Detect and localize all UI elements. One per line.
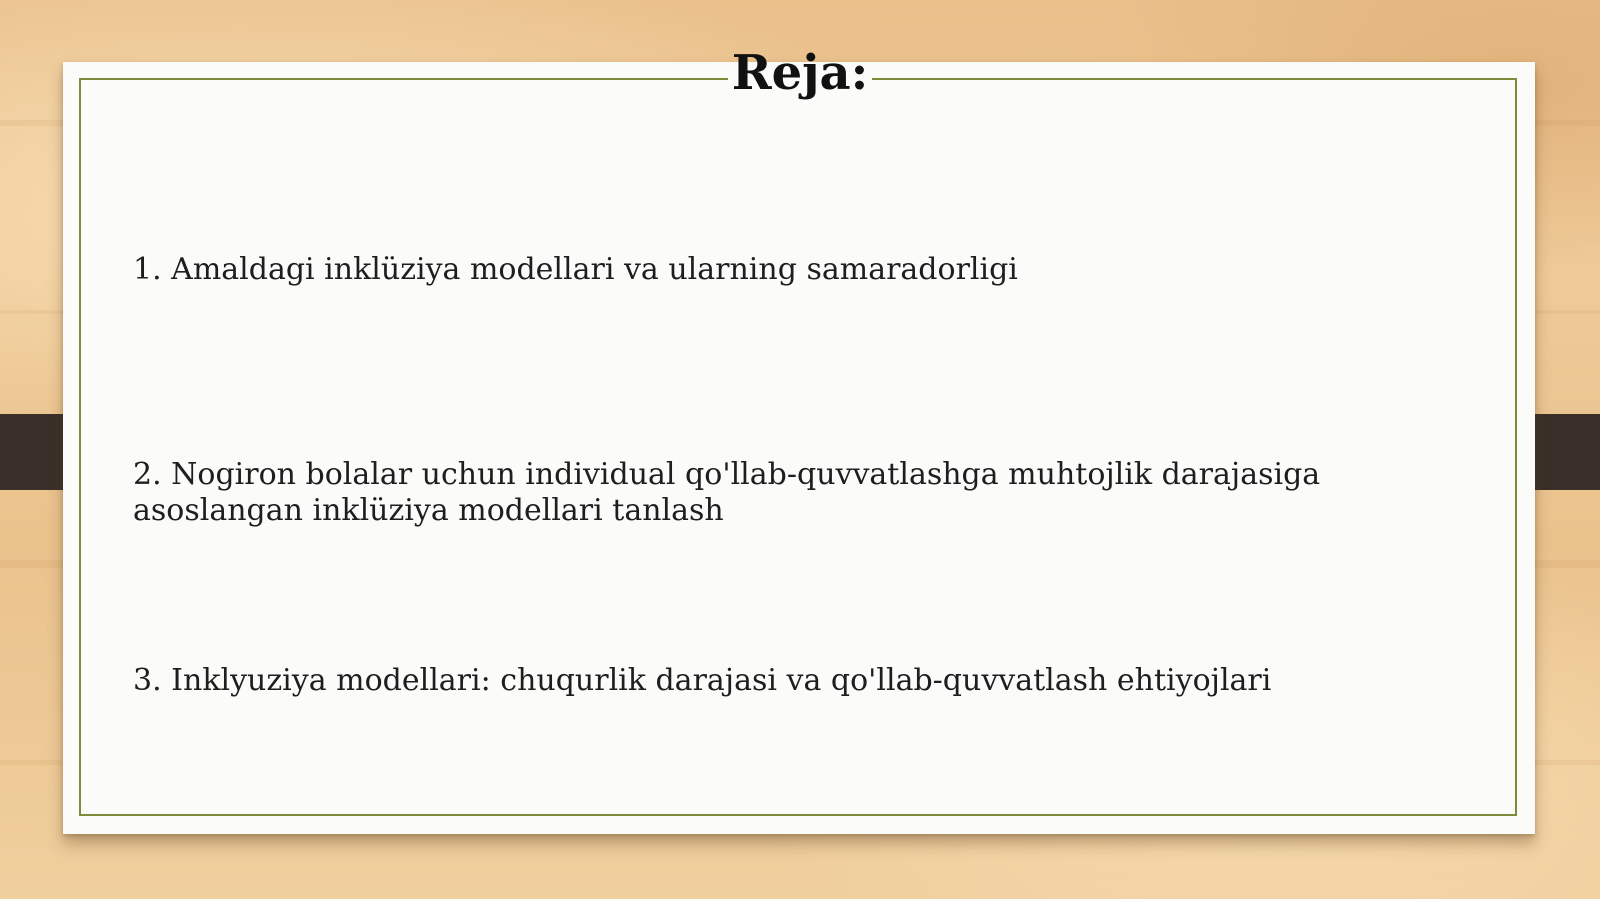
plan-item-2: 2. Nogiron bolalar uchun individual qo'llab-quvvatlashga muhtojlik darajasiga asoslangan inklüziya modellari tanlash [133, 457, 1321, 528]
plan-item-1: 1. Amaldagi inklüziya modellari va ularning samaradorligi [133, 252, 1018, 287]
slide-border-frame [79, 78, 1517, 816]
plan-item-3: 3. Inklyuziya modellari: chuqurlik darajasi va qo'llab-quvvatlash ehtiyojlari [133, 663, 1272, 698]
slide-title: Reja: [731, 45, 869, 101]
